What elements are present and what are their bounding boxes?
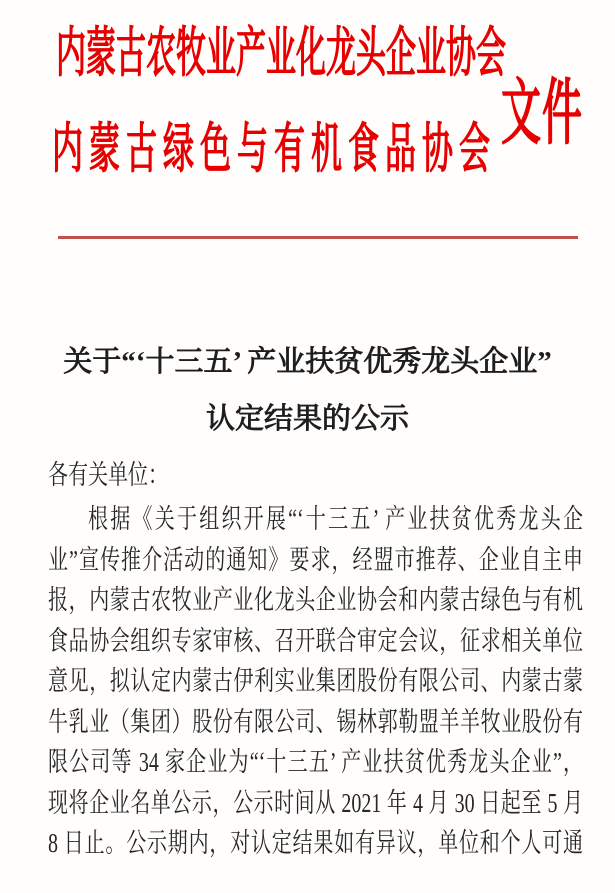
paragraph-line: 食品协会组织专家审核、召开联合审定会议，征求相关单位 bbox=[48, 626, 583, 657]
paragraph-line: 业”宣传推介活动的通知》要求，经盟市推荐、企业自主申 bbox=[48, 545, 583, 576]
doc-title-line-2: 认定结果的公示 bbox=[205, 403, 409, 435]
paragraph-line: 8 日止。公示期内，对认定结果如有异议，单位和个人可通 bbox=[48, 829, 583, 859]
org-name-line-2: 内蒙古绿色与有机食品协会 bbox=[52, 118, 496, 180]
paragraph-line: 限公司等 34 家企业为“‘十三五’ 产业扶贫优秀龙头企业”， bbox=[48, 748, 583, 778]
body-text bbox=[48, 456, 583, 865]
doc-title-line-1: 关于“‘十三五’ 产业扶贫优秀龙头企业” bbox=[63, 346, 552, 378]
body-paragraph bbox=[48, 500, 583, 865]
paragraph-line: 报，内蒙古农牧业产业化龙头企业协会和内蒙古绿色与有机 bbox=[48, 586, 583, 616]
paragraph-line: 牛乳业（集团）股份有限公司、锡林郭勒盟羊羊牧业股份有 bbox=[48, 707, 583, 738]
red-divider-rule bbox=[58, 236, 578, 239]
paragraph-line: 意见，拟认定内蒙古伊利实业集团股份有限公司、内蒙古蒙 bbox=[48, 667, 583, 697]
paragraph-line: 现将企业名单公示，公示时间从 2021 年 4 月 30 日起至 5 月 bbox=[48, 788, 583, 819]
doc-type-label: 文件 bbox=[501, 72, 583, 154]
salutation: 各有关单位： bbox=[48, 461, 168, 491]
paragraph-line: 根据《关于组织开展“‘十三五’ 产业扶贫优秀龙头企 bbox=[88, 505, 583, 535]
doc-title bbox=[0, 345, 615, 437]
org-name-line-1: 内蒙古农牧业产业化龙头企业协会 bbox=[56, 24, 506, 84]
